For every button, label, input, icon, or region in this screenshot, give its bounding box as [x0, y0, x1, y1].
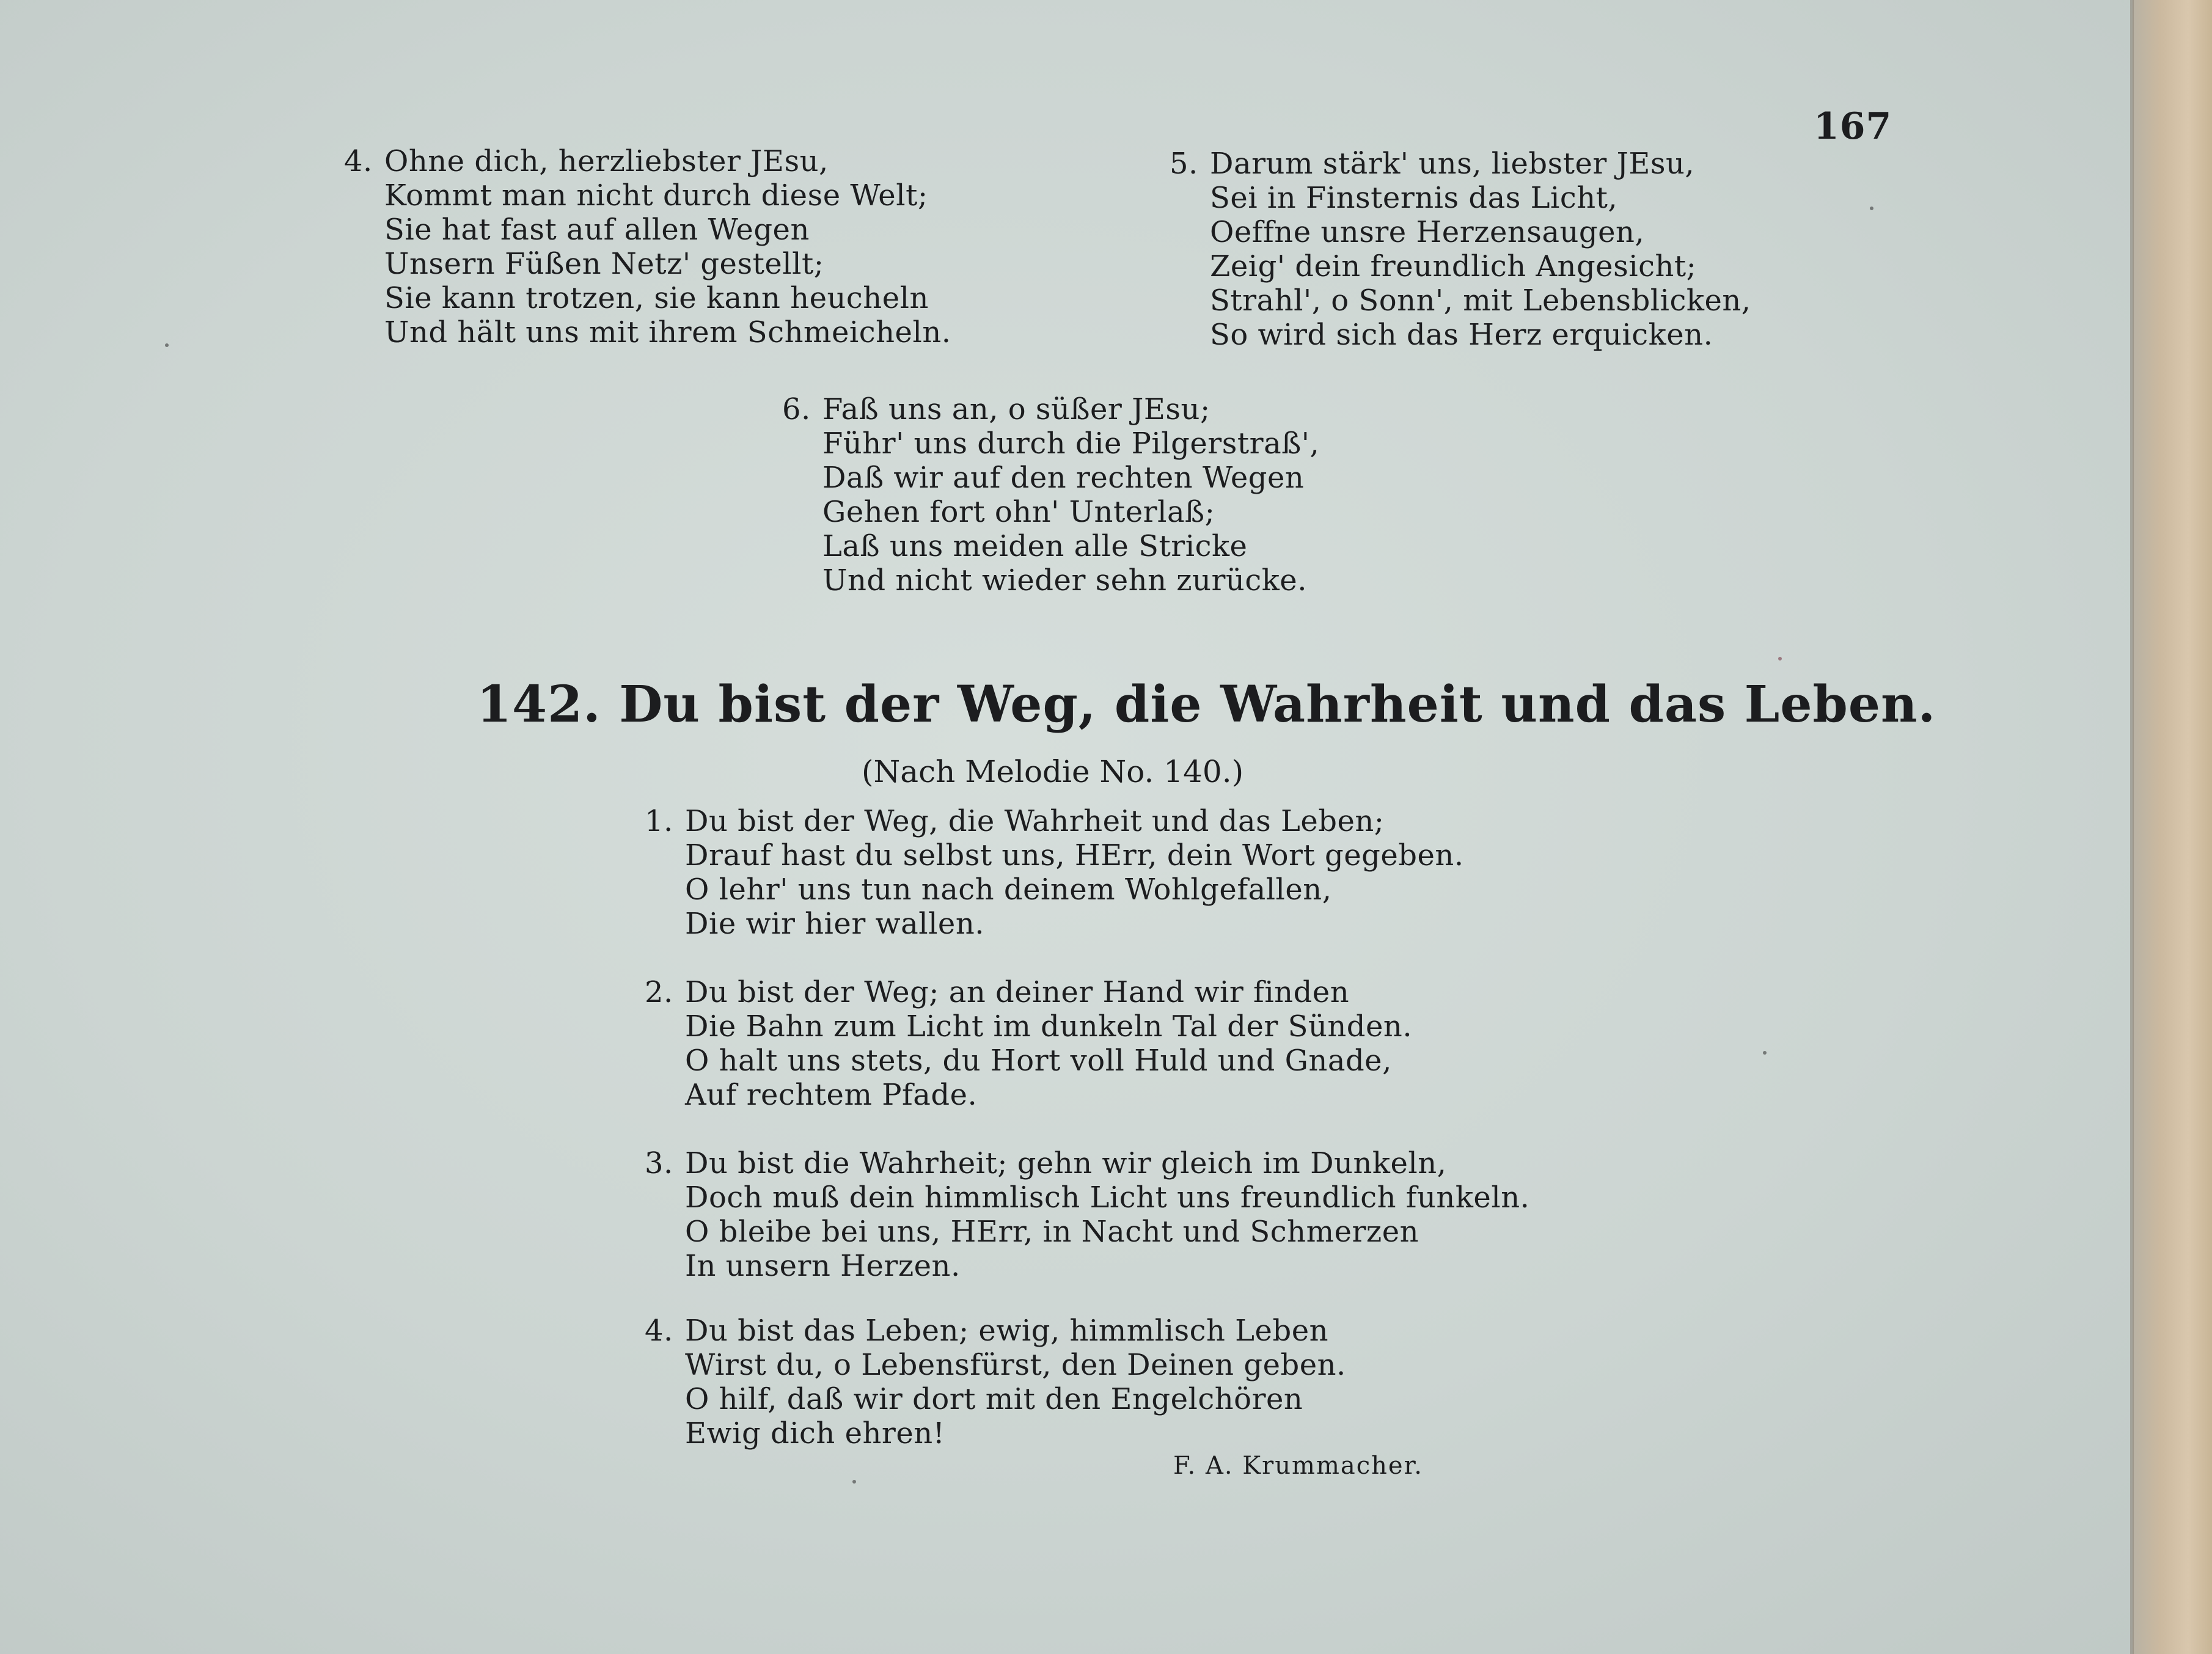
stanza-line: Und nicht wieder sehn zurücke.: [822, 563, 1307, 598]
stanza-line: So wird sich das Herz erquicken.: [1210, 318, 1713, 352]
stanza-line: Daß wir auf den rechten Wegen: [822, 461, 1305, 495]
stanza-line: Drauf hast du selbst uns, HErr, dein Wort gegeben.: [685, 838, 1464, 873]
stanza-number: 3.: [645, 1146, 673, 1180]
stanza-number: 6.: [782, 392, 811, 426]
stanza-line: Auf rechtem Pfade.: [685, 1078, 978, 1112]
stanza-line: Strahl', o Sonn', mit Lebensblicken,: [1210, 284, 1751, 318]
stanza-line: Kommt man nicht durch diese Welt;: [384, 178, 928, 213]
stanza-line: Die Bahn zum Licht im dunkeln Tal der Sünden.: [685, 1009, 1413, 1044]
stanza-line: Die wir hier wallen.: [685, 907, 984, 941]
stanza-number: 5.: [1170, 147, 1198, 181]
stanza-line: Führ' uns durch die Pilgerstraß',: [822, 426, 1320, 461]
stanza-line: Ewig dich ehren!: [685, 1416, 945, 1451]
stanza-line: In unsern Herzen.: [685, 1249, 961, 1283]
author-attribution: F. A. Krummacher.: [1173, 1452, 1424, 1480]
hymn-stanza-1: [645, 804, 1464, 941]
stanza-line: 6. Faß uns an, o süßer JEsu;: [782, 392, 1210, 426]
stanza-line: Laß uns meiden alle Stricke: [822, 529, 1248, 563]
print-speck: [852, 1480, 856, 1484]
stanza-line: Oeffne unsre Herzensaugen,: [1210, 215, 1645, 249]
print-speck: [1778, 657, 1782, 661]
page-edge: [2133, 0, 2212, 1654]
stanza-number: 4.: [344, 144, 373, 178]
hymn-stanza-4: [645, 1314, 1346, 1451]
hymn-title: 142. Du bist der Weg, die Wahrheit und das Leben.: [477, 675, 1936, 734]
print-speck: [1870, 207, 1873, 210]
stanza-line: 1. Du bist der Weg, die Wahrheit und das Leben;: [645, 804, 1385, 838]
stanza-line: Gehen fort ohn' Unterlaß;: [822, 495, 1215, 529]
stanza-line: 4. Du bist das Leben; ewig, himmlisch Leben: [645, 1314, 1329, 1348]
stanza-line: Sie kann trotzen, sie kann heucheln: [384, 281, 929, 315]
stanza-4-top: [344, 144, 951, 349]
stanza-line: Sie hat fast auf allen Wegen: [384, 213, 810, 247]
print-speck: [165, 343, 169, 347]
stanza-line: Sei in Finsternis das Licht,: [1210, 181, 1618, 215]
stanza-line: Und hält uns mit ihrem Schmeicheln.: [384, 315, 951, 349]
melody-reference: (Nach Melodie No. 140.): [862, 754, 1244, 789]
stanza-line: O hilf, daß wir dort mit den Engelchören: [685, 1382, 1303, 1416]
stanza-line: 5. Darum stärk' uns, liebster JEsu,: [1170, 147, 1695, 181]
stanza-line: 3. Du bist die Wahrheit; gehn wir gleich im Dunkeln,: [645, 1146, 1447, 1180]
stanza-number: 4.: [645, 1314, 673, 1348]
print-speck: [1763, 1051, 1767, 1055]
stanza-number: 2.: [645, 975, 673, 1009]
stanza-line: 2. Du bist der Weg; an deiner Hand wir finden: [645, 975, 1350, 1009]
hymn-stanza-3: [645, 1146, 1529, 1283]
stanza-number: 1.: [645, 804, 673, 838]
stanza-6-top: [782, 392, 1319, 598]
stanza-line: Unsern Füßen Netz' gestellt;: [384, 247, 824, 281]
stanza-line: Doch muß dein himmlisch Licht uns freundlich funkeln.: [685, 1180, 1530, 1215]
page-number: 167: [1814, 105, 1892, 148]
stanza-line: O lehr' uns tun nach deinem Wohlgefallen,: [685, 873, 1332, 907]
stanza-line: O halt uns stets, du Hort voll Huld und Gnade,: [685, 1044, 1392, 1078]
page-gutter: [2130, 0, 2134, 1654]
stanza-line: 4. Ohne dich, herzliebster JEsu,: [344, 144, 829, 178]
hymn-stanza-2: [645, 975, 1412, 1112]
stanza-line: O bleibe bei uns, HErr, in Nacht und Schmerzen: [685, 1215, 1419, 1249]
stanza-line: Zeig' dein freundlich Angesicht;: [1210, 249, 1697, 284]
stanza-line: Wirst du, o Lebensfürst, den Deinen geben.: [685, 1348, 1346, 1382]
stanza-5-top: [1170, 147, 1751, 352]
